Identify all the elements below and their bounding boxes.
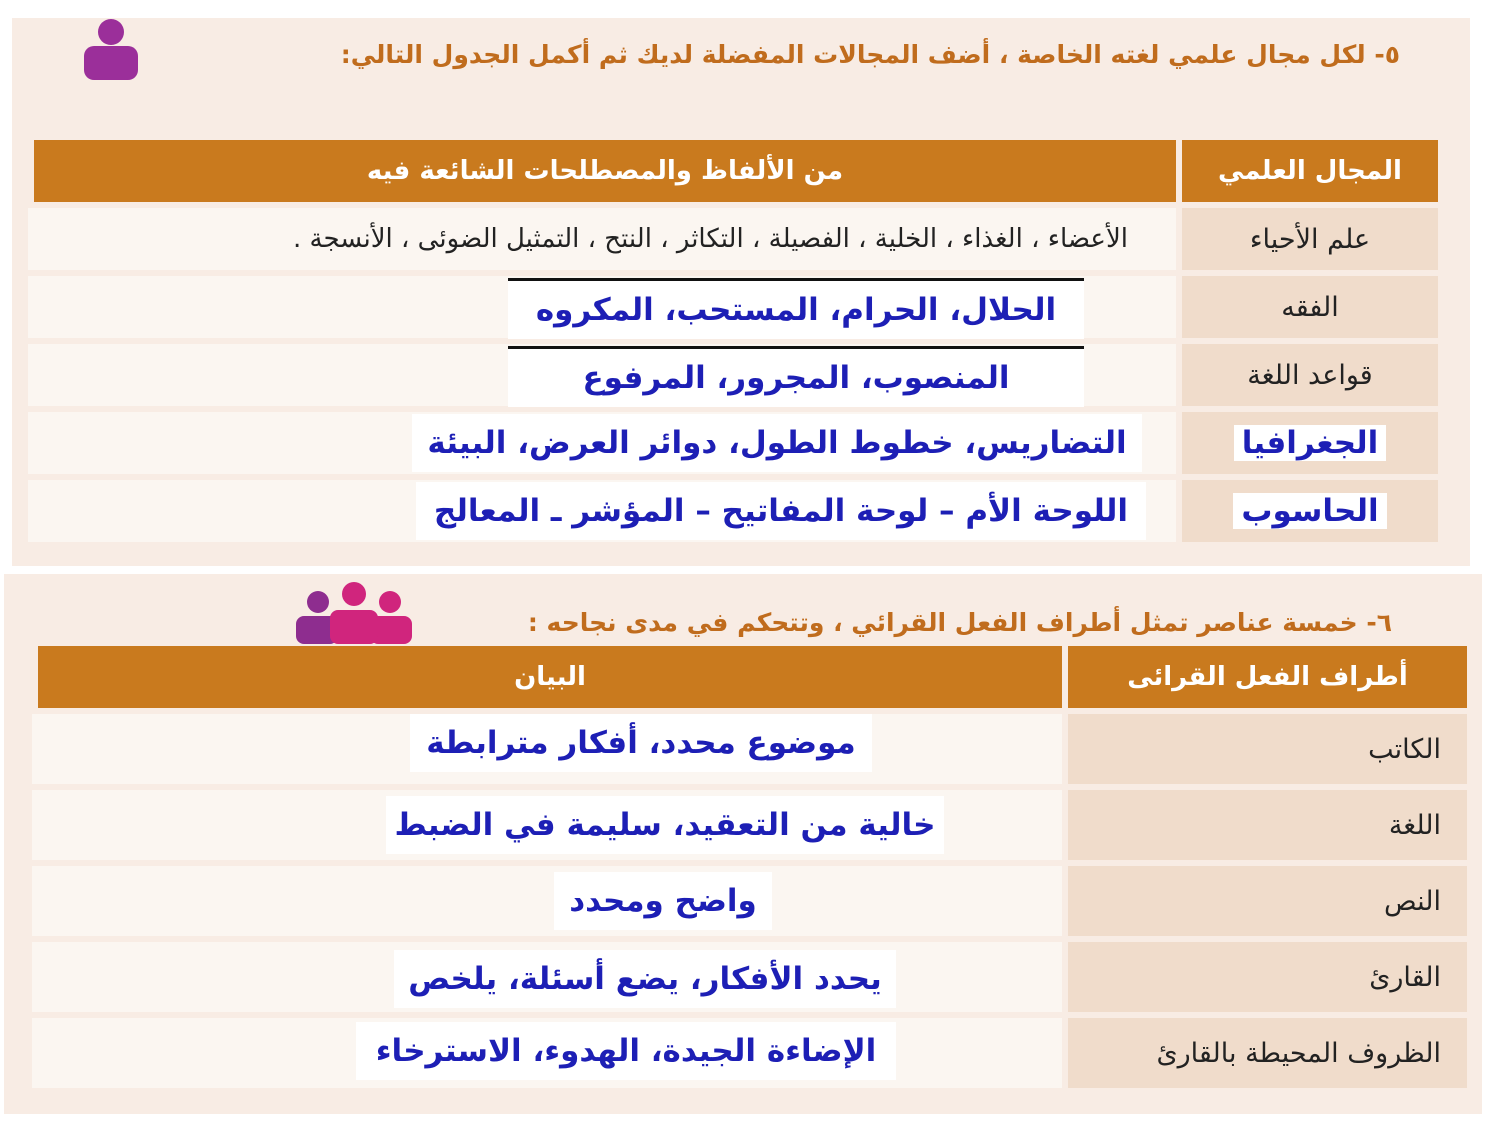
statement-cell — [32, 866, 1062, 936]
answer-text[interactable]: التضاريس، خطوط الطول، دوائر العرض، البيئة — [412, 414, 1142, 472]
person-icon — [82, 18, 140, 80]
printed-terms: الأعضاء ، الغذاء ، الخلية ، الفصيلة ، التكاثر ، النتح ، التمثيل الضوئى ، الأنسجة . — [293, 224, 1128, 254]
table-row — [28, 344, 1438, 406]
terms-cell — [28, 208, 1176, 270]
table-header-row — [28, 140, 1438, 202]
terms-cell — [28, 480, 1176, 542]
answer-text[interactable]: المنصوب، المجرور، المرفوع — [508, 346, 1084, 407]
party-cell: الكاتب — [1062, 714, 1467, 784]
statement-cell — [32, 1018, 1062, 1088]
table-row — [32, 1018, 1467, 1088]
table-row — [32, 866, 1467, 936]
instruction-5: ٥- لكل مجال علمي لغته الخاصة ، أضف المجالات المفضلة لديك ثم أكمل الجدول التالي: — [340, 40, 1400, 69]
header-statement: البيان — [32, 646, 1062, 708]
table-row — [28, 412, 1438, 474]
reading-table — [32, 640, 1467, 1094]
header-party: أطراف الفعل القرائى — [1062, 646, 1467, 708]
header-field: المجال العلمي — [1176, 140, 1438, 202]
field-answer[interactable]: الجغرافيا — [1234, 425, 1387, 461]
answer-text[interactable]: واضح ومحدد — [554, 872, 772, 930]
answer-text[interactable]: الحلال، الحرام، المستحب، المكروه — [508, 278, 1084, 339]
answer-text[interactable]: موضوع محدد، أفكار مترابطة — [410, 714, 872, 772]
statement-cell — [32, 790, 1062, 860]
terms-cell — [28, 412, 1176, 474]
table-row — [32, 942, 1467, 1012]
field-cell — [1176, 480, 1438, 542]
party-cell: القارئ — [1062, 942, 1467, 1012]
answer-text[interactable]: يحدد الأفكار، يضع أسئلة، يلخص — [394, 950, 896, 1008]
field-cell: علم الأحياء — [1176, 208, 1438, 270]
statement-cell — [32, 942, 1062, 1012]
answer-text[interactable]: اللوحة الأم – لوحة المفاتيح – المؤشر ـ المعالج — [416, 482, 1146, 540]
table-row — [28, 276, 1438, 338]
table-row — [32, 790, 1467, 860]
group-icon — [294, 580, 414, 644]
terms-cell — [28, 276, 1176, 338]
party-cell: الظروف المحيطة بالقارئ — [1062, 1018, 1467, 1088]
table-row — [28, 480, 1438, 542]
field-cell: الفقه — [1176, 276, 1438, 338]
table-row — [32, 714, 1467, 784]
header-terms: من الألفاظ والمصطلحات الشائعة فيه — [28, 140, 1176, 202]
table-row — [28, 208, 1438, 270]
party-cell: اللغة — [1062, 790, 1467, 860]
table-header-row — [32, 646, 1467, 708]
statement-cell — [32, 714, 1062, 784]
answer-text[interactable]: الإضاءة الجيدة، الهدوء، الاسترخاء — [356, 1022, 896, 1080]
party-cell: النص — [1062, 866, 1467, 936]
field-cell: قواعد اللغة — [1176, 344, 1438, 406]
field-cell — [1176, 412, 1438, 474]
fields-table — [28, 134, 1438, 548]
instruction-6: ٦- خمسة عناصر تمثل أطراف الفعل القرائي ، وتتحكم في مدى نجاحه : — [527, 608, 1392, 637]
field-answer[interactable]: الحاسوب — [1233, 493, 1386, 529]
terms-cell — [28, 344, 1176, 406]
answer-text[interactable]: خالية من التعقيد، سليمة في الضبط — [386, 796, 944, 854]
